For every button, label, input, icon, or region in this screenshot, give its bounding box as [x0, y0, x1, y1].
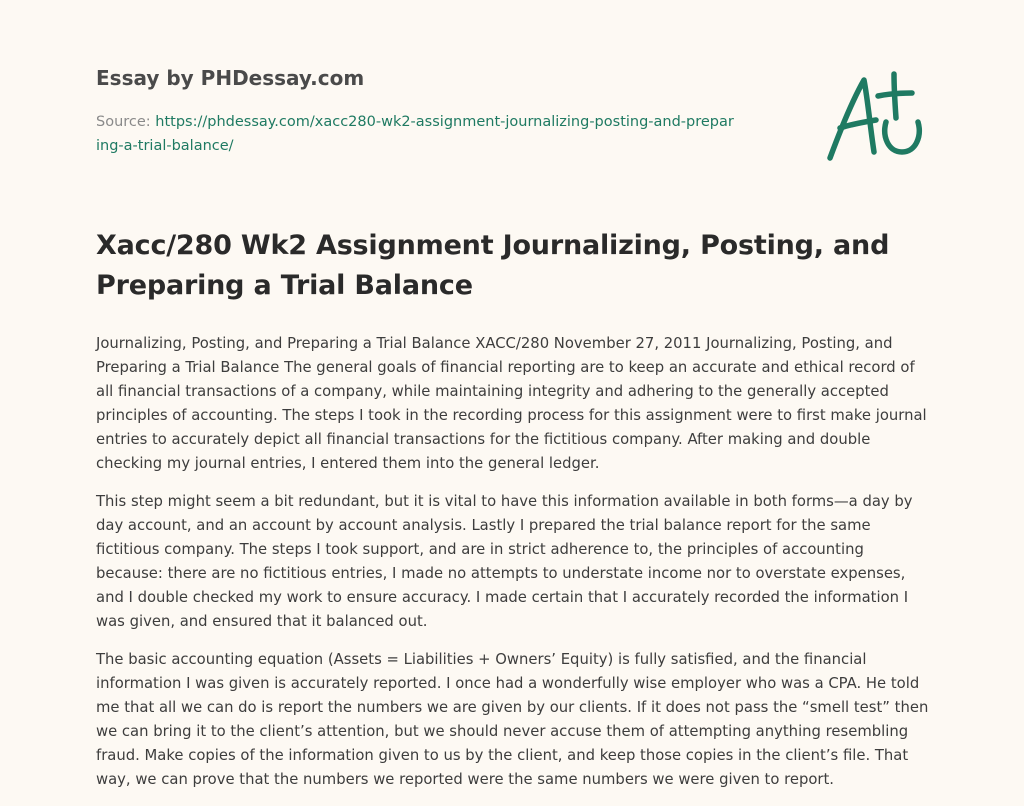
site-brand: Essay by PHDessay.com: [96, 66, 365, 90]
a-plus-grade-icon: [822, 66, 932, 166]
essay-paragraph: The basic accounting equation (Assets = Liabilities + Owners’ Equity) is fully satisfied, and the financial information I was given is accurately reported. I once had a wonderfully wise employer who was a CPA. He told me that all we can do is report the numbers we are given by our clients. If it does not pass the “smell test” then we can bring it to the client’s attention, but we should never accuse them of attempting anything resembling fraud. Make copies of the information given to us by the client, and keep those copies in the client’s file. That way, we can prove that the numbers we reported were the same numbers we were given to report.: [96, 651, 929, 788]
source-line: [96, 110, 736, 158]
essay-paragraph: Journalizing, Posting, and Preparing a Trial Balance XACC/280 November 27, 2011 Journalizing, Posting, and Preparing a Trial Balance The general goals of financial reporting are to keep an accurate and ethical record of all financial transactions of a company, while maintaining integrity and adhering to the generally accepted principles of accounting. The steps I took in the recording process for this assignment were to first make journal entries to accurately depict all financial transactions for the fictitious company. After making and double checking my journal entries, I entered them into the general ledger.: [96, 335, 927, 472]
essay-title: Xacc/280 Wk2 Assignment Journalizing, Posting, and Preparing a Trial Balance: [96, 230, 890, 301]
essay-paragraph: This step might seem a bit redundant, but it is vital to have this information available in both forms—a day by day account, and an account by account analysis. Lastly I prepared the trial balance report for the same fictitious company. The steps I took support, and are in strict adherence to, the principles of accounting because: there are no fictitious entries, I made no attempts to understate income nor to overstate expenses, and I double checked my work to ensure accuracy. I made certain that I accurately recorded the information I was given, and ensured that it balanced out.: [96, 493, 913, 630]
essay-content: [96, 226, 932, 806]
essay-header: [96, 64, 736, 158]
source-label: Source:: [96, 114, 156, 130]
source-link[interactable]: https://phdessay.com/xacc280-wk2-assignment-journalizing-posting-and-preparing-a-trial-balance/: [96, 114, 734, 154]
